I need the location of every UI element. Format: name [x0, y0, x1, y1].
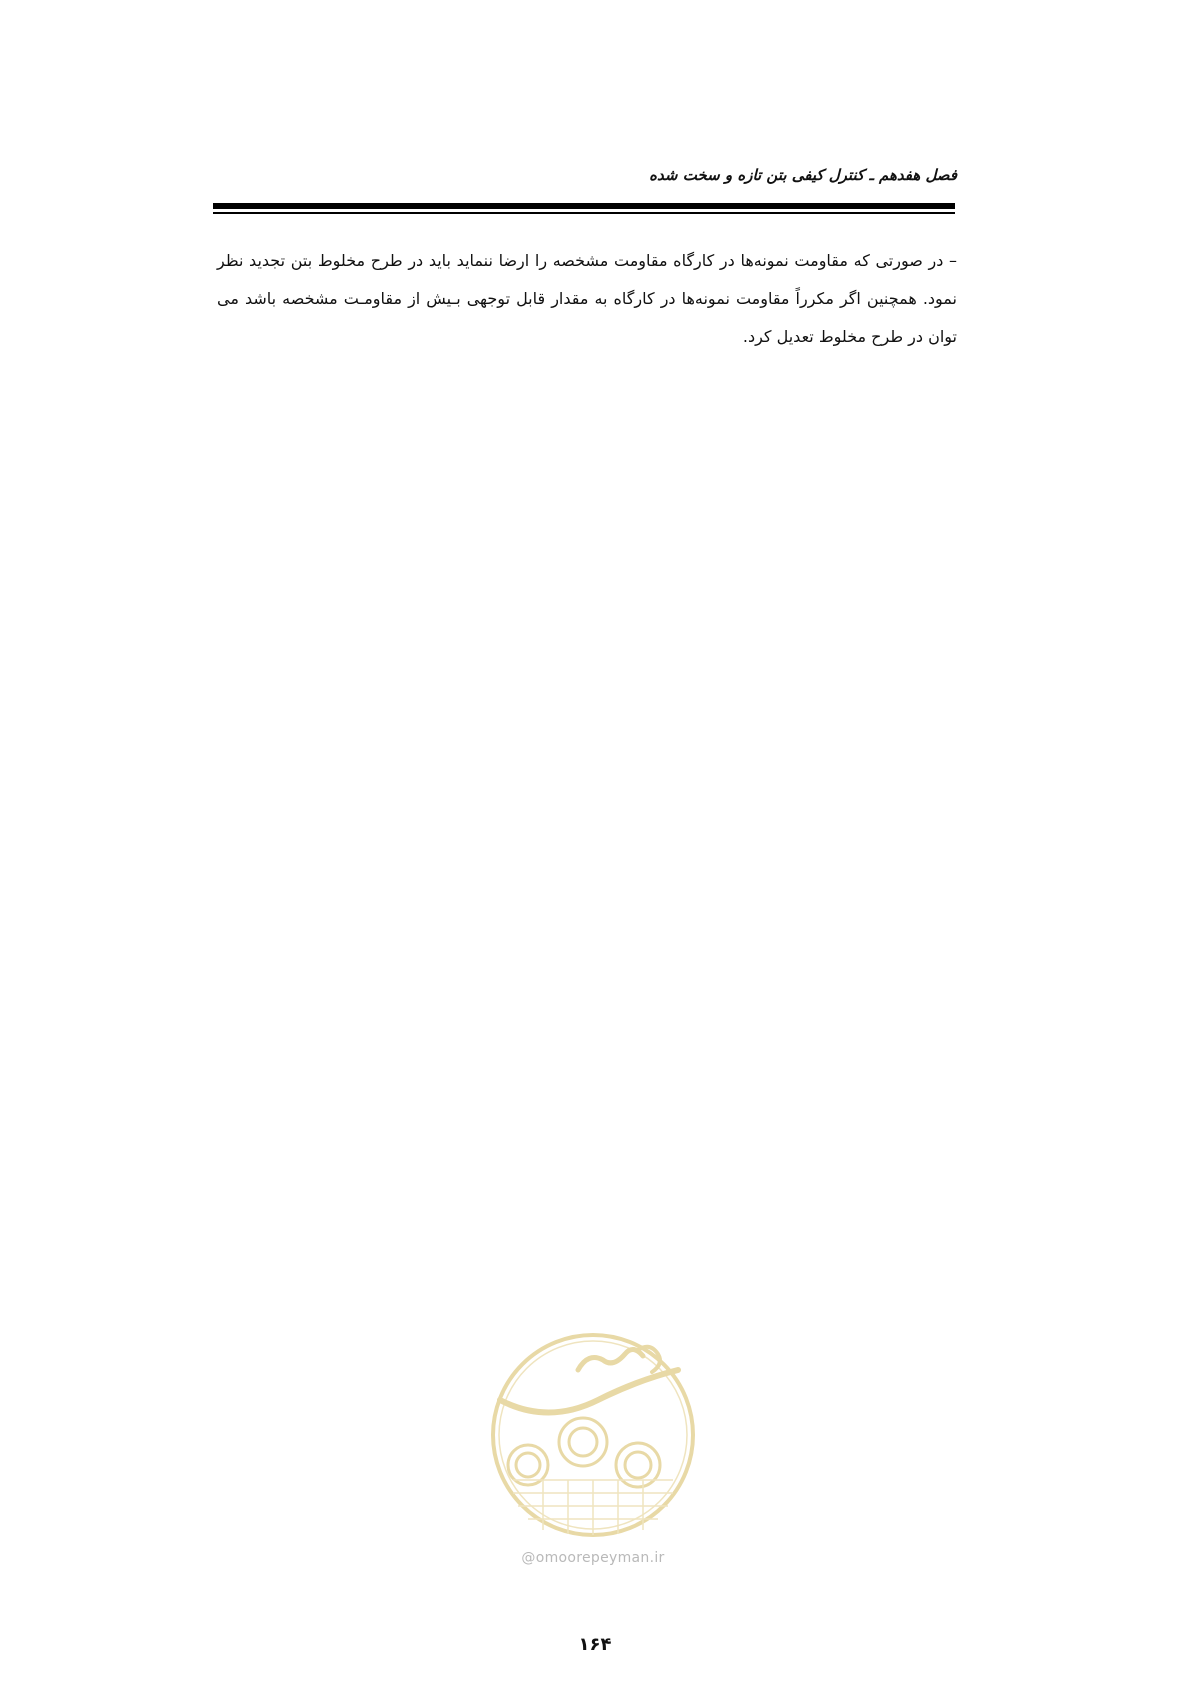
body-paragraph: – در صورتی که مقاومت نمونه‌ها در کارگاه مقاومت مشخصه را ارضا ننماید باید در طرح مخلوط بتن تجدید نظر نمود. همچنین اگر مکرراً مقاومت نمونه‌ها در کارگاه به مقدار قابل توجهی بـیش از مقاومـت مشخصه باشد می توان در طرح مخلوط تعدیل کرد.: [217, 251, 957, 346]
watermark-url: @omoorepeyman.ir: [521, 1550, 665, 1566]
body-paragraph-container: [217, 242, 957, 356]
watermark-seal-icon: [488, 1330, 698, 1545]
header-rule-thin: [213, 212, 955, 214]
page-number: ۱۶۴: [578, 1634, 612, 1655]
header-rule-thick: [213, 203, 955, 209]
watermark-logo: [488, 1330, 698, 1580]
chapter-title: فصل هفدهم ـ کنترل کیفی بتن تازه و سخت شده: [649, 166, 957, 184]
